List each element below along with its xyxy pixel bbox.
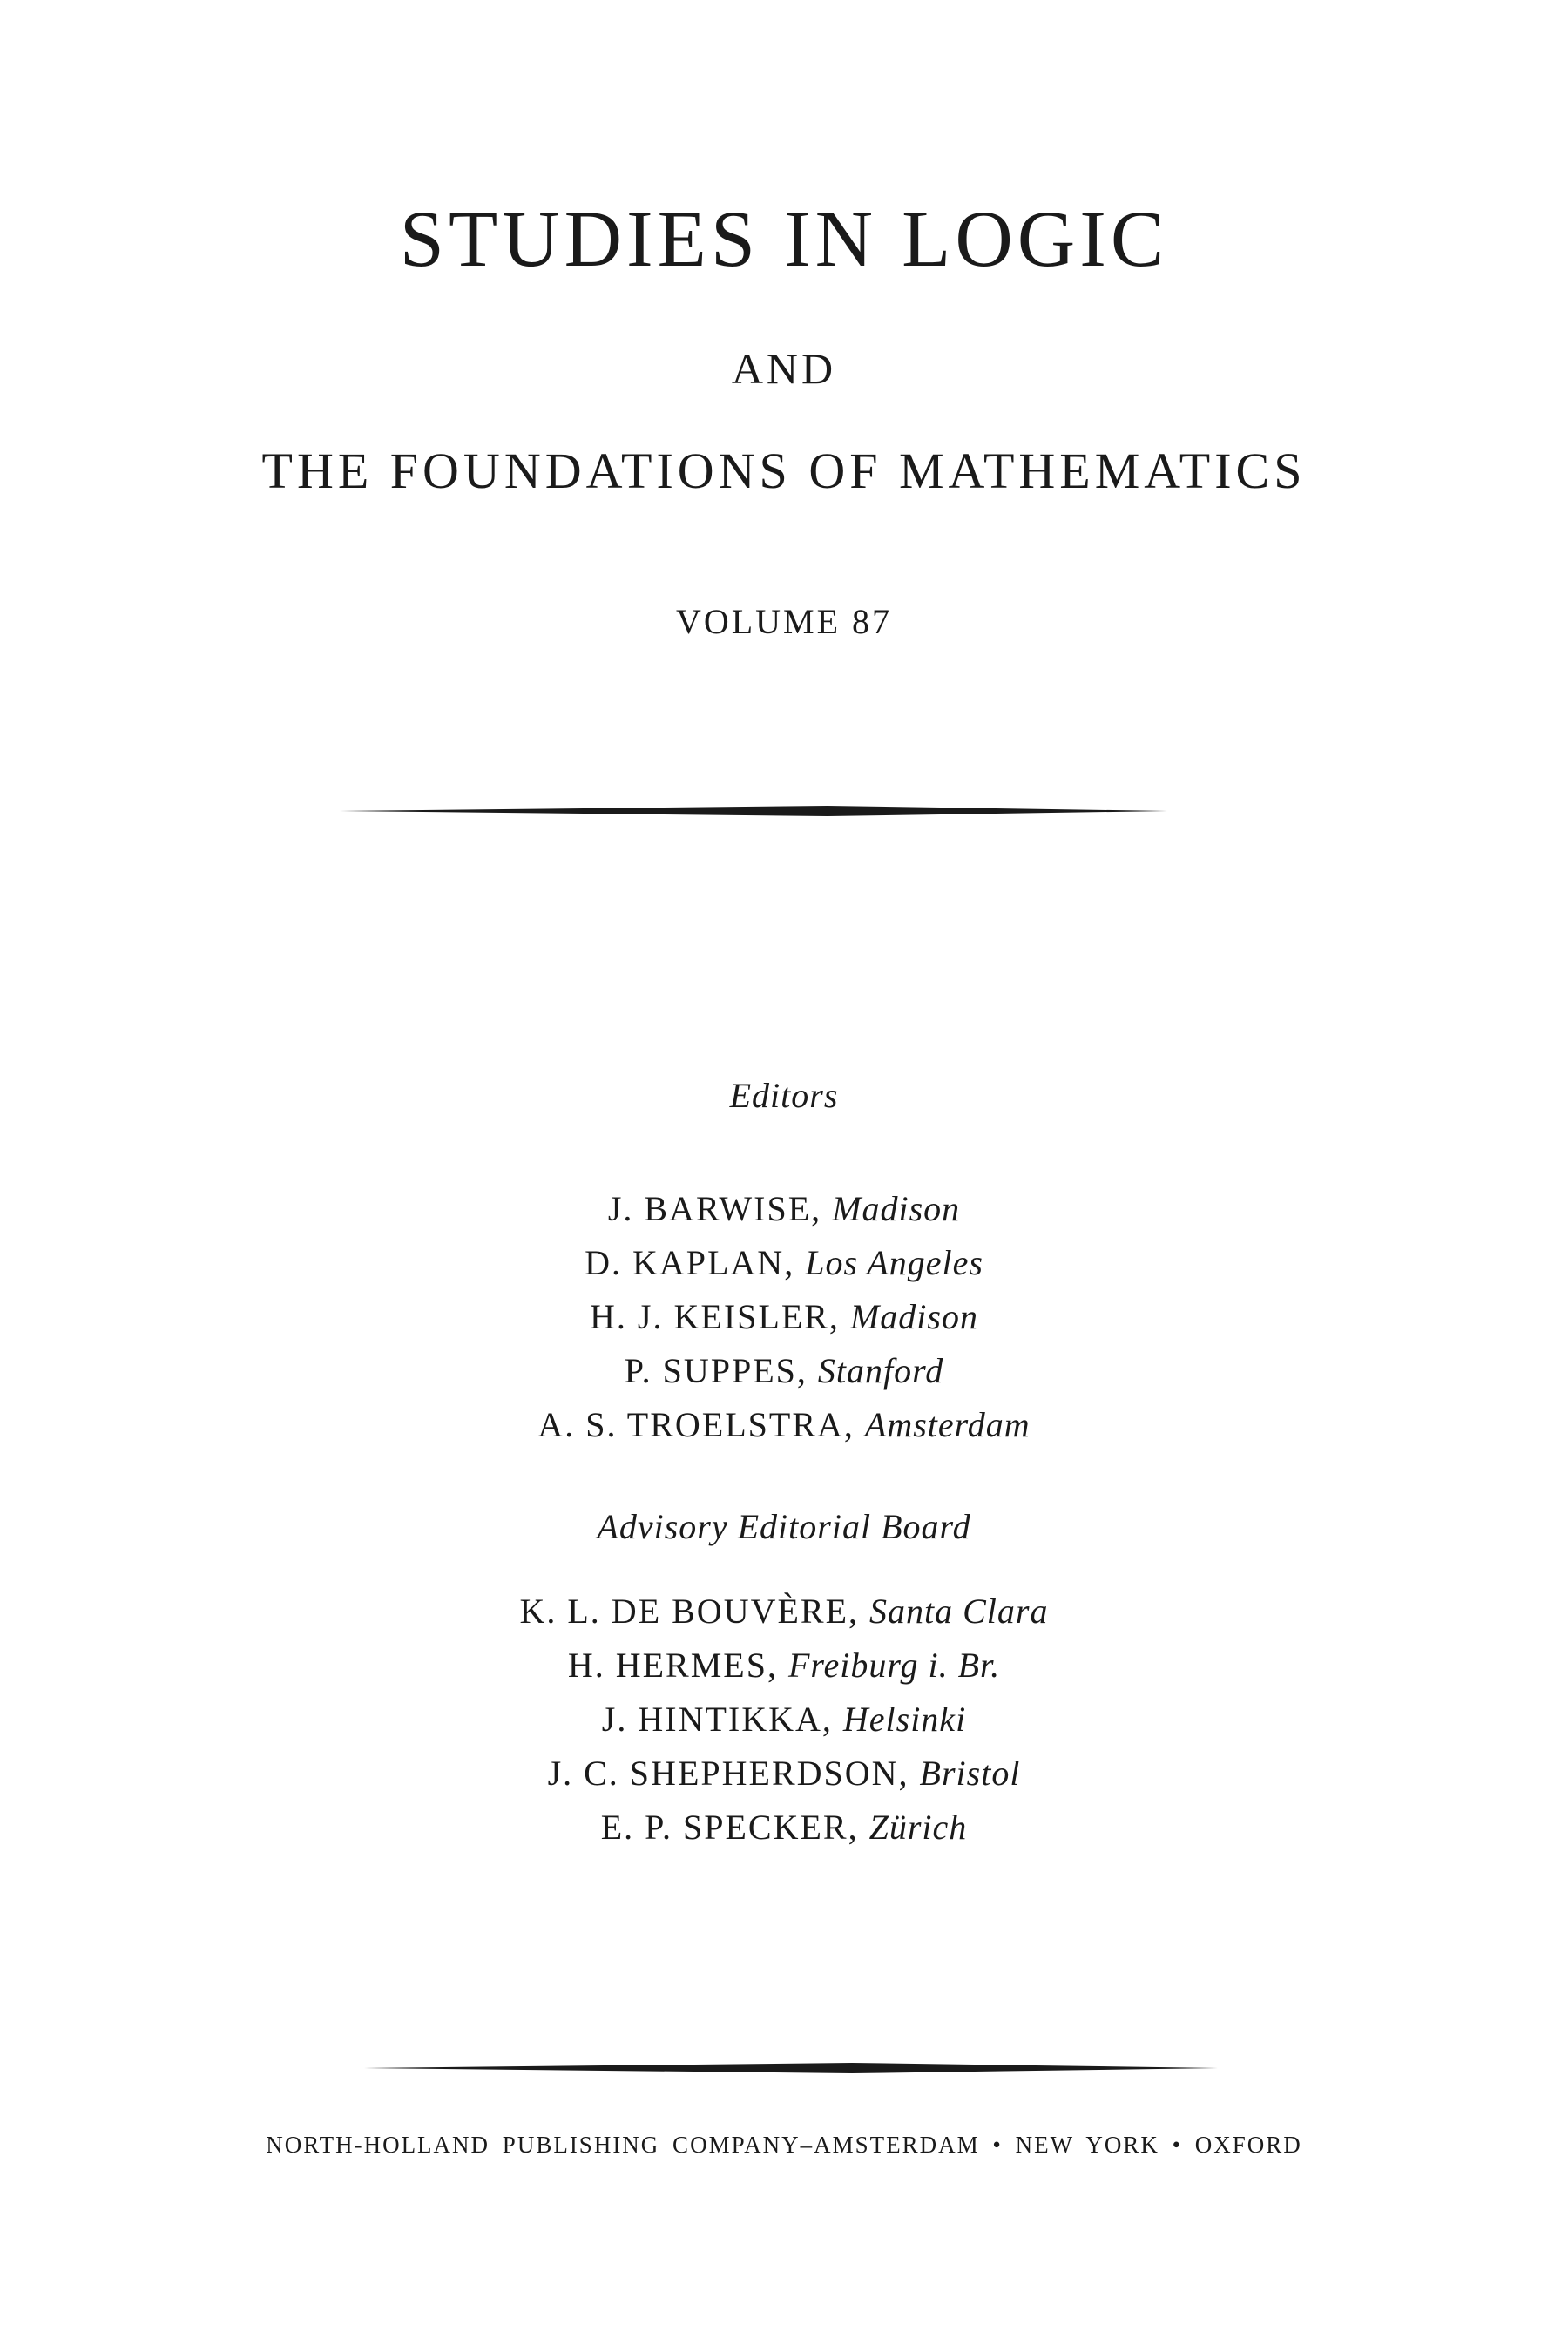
editor-place: Amsterdam: [864, 1405, 1031, 1444]
board-member-entry: [0, 1801, 1568, 1855]
board-member-place: Zürich: [868, 1808, 968, 1847]
editor-entry: [0, 1344, 1568, 1398]
top-ornamental-rule: [340, 805, 1167, 817]
board-member-place: Helsinki: [842, 1700, 967, 1739]
board-member-name: K. L. DE BOUVÈRE,: [519, 1592, 860, 1631]
board-member-entry: [0, 1747, 1568, 1801]
board-member-entry: [0, 1639, 1568, 1693]
editor-entry: [0, 1236, 1568, 1290]
editor-name: A. S. TROELSTRA,: [537, 1405, 855, 1444]
bottom-ornamental-rule: [364, 2062, 1218, 2074]
series-conjunction: AND: [731, 344, 837, 393]
board-member-name: E. P. SPECKER,: [600, 1808, 859, 1847]
editor-name: J. BARWISE,: [607, 1189, 822, 1228]
editor-name: H. J. KEISLER,: [590, 1297, 840, 1336]
editor-entry: [0, 1398, 1568, 1452]
board-member-place: Bristol: [919, 1754, 1021, 1793]
publisher-imprint: NORTH-HOLLAND PUBLISHING COMPANY–AMSTERDAM • NEW YORK • OXFORD: [266, 2132, 1302, 2158]
editor-place: Stanford: [817, 1351, 944, 1390]
editor-entry: [0, 1290, 1568, 1344]
editors-list: [0, 1182, 1568, 1452]
board-member-entry: [0, 1585, 1568, 1639]
board-member-place: Santa Clara: [869, 1592, 1049, 1631]
editor-name: D. KAPLAN,: [585, 1243, 795, 1282]
board-member-name: J. C. SHEPHERDSON,: [547, 1754, 909, 1793]
board-member-place: Freiburg i. Br.: [787, 1646, 1001, 1685]
editors-heading: Editors: [729, 1076, 839, 1115]
board-member-entry: [0, 1693, 1568, 1747]
editor-entry: [0, 1182, 1568, 1236]
series-subtitle: THE FOUNDATIONS OF MATHEMATICS: [261, 443, 1307, 499]
editor-name: P. SUPPES,: [624, 1351, 808, 1390]
editor-place: Madison: [832, 1189, 961, 1228]
volume-number: VOLUME 87: [675, 602, 893, 641]
editor-place: Madison: [849, 1297, 978, 1336]
board-member-name: J. HINTIKKA,: [601, 1700, 833, 1739]
series-title: STUDIES IN LOGIC: [399, 194, 1169, 283]
editor-place: Los Angeles: [805, 1243, 983, 1282]
advisory-board-list: [0, 1585, 1568, 1855]
board-member-name: H. HERMES,: [567, 1646, 778, 1685]
advisory-board-heading: Advisory Editorial Board: [597, 1507, 971, 1546]
